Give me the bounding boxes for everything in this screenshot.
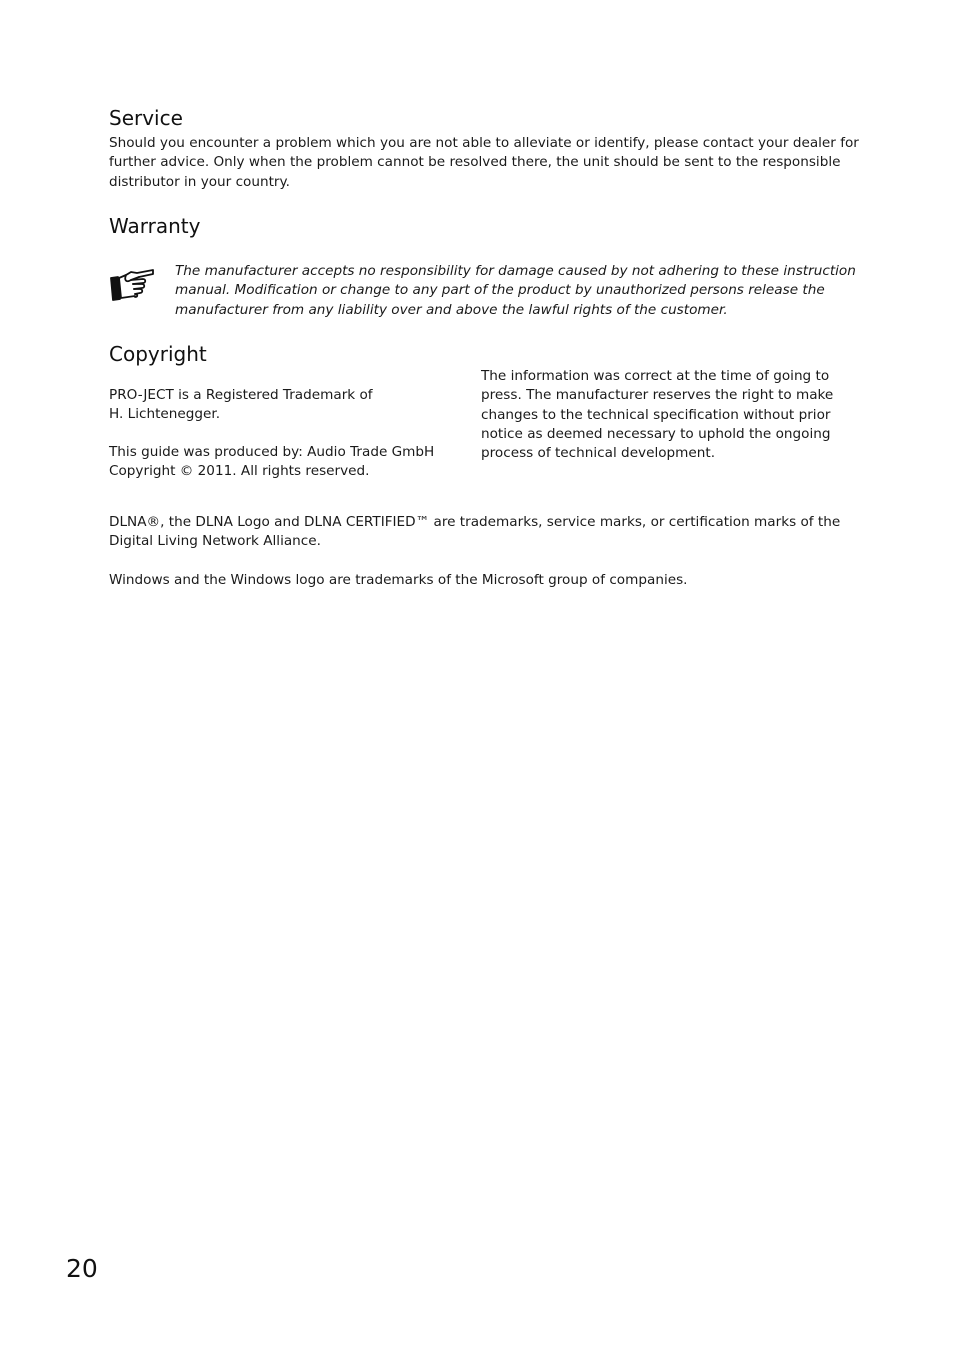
service-line: further advice. Only when the problem cannot be resolved there, the unit should be sent to the responsible	[109, 154, 841, 171]
warranty-line: manufacturer from any liability over and above the lawful rights of the customer.	[175, 301, 728, 318]
trademark-line: H. Lichtenegger.	[109, 406, 221, 423]
pointing-hand-icon	[109, 266, 155, 304]
warranty-line: The manufacturer accepts no responsibility for damage caused by not adhering to these instruction	[175, 263, 856, 279]
information-paragraph	[481, 367, 849, 463]
dlna-paragraph	[109, 513, 849, 552]
service-heading: Service	[109, 106, 183, 130]
dlna-line: Digital Living Network Alliance.	[109, 533, 321, 550]
dlna-line: DLNA®, the DLNA Logo and DLNA CERTIFIED™ are trademarks, service marks, or certification marks of the	[109, 514, 841, 530]
trademark-paragraph	[109, 386, 469, 425]
warranty-heading: Warranty	[109, 214, 201, 238]
service-line: distributor in your country.	[109, 173, 290, 190]
producer-line: Copyright © 2011. All rights reserved.	[109, 463, 370, 480]
information-line: press. The manufacturer reserves the right to make	[481, 387, 834, 404]
service-line: Should you encounter a problem which you are not able to alleviate or identify, please contact your dealer for	[109, 135, 859, 151]
copyright-heading: Copyright	[109, 342, 207, 366]
windows-line: Windows and the Windows logo are trademarks of the Microsoft group of companies.	[109, 572, 688, 588]
page-number: 20	[66, 1254, 98, 1283]
information-line: The information was correct at the time of going to	[481, 368, 830, 384]
information-line: process of technical development.	[481, 445, 716, 462]
information-line: notice as deemed necessary to uphold the ongoing	[481, 425, 831, 442]
warranty-paragraph	[175, 262, 856, 320]
producer-line: This guide was produced by: Audio Trade GmbH	[109, 444, 435, 460]
trademark-line: PRO-JECT is a Registered Trademark of	[109, 387, 373, 403]
service-paragraph	[109, 134, 859, 192]
information-line: changes to the technical specification without prior	[481, 406, 831, 423]
producer-paragraph	[109, 443, 469, 482]
warranty-line: manual. Modification or change to any part of the product by unauthorized persons release the	[175, 282, 825, 299]
windows-paragraph	[109, 571, 849, 590]
